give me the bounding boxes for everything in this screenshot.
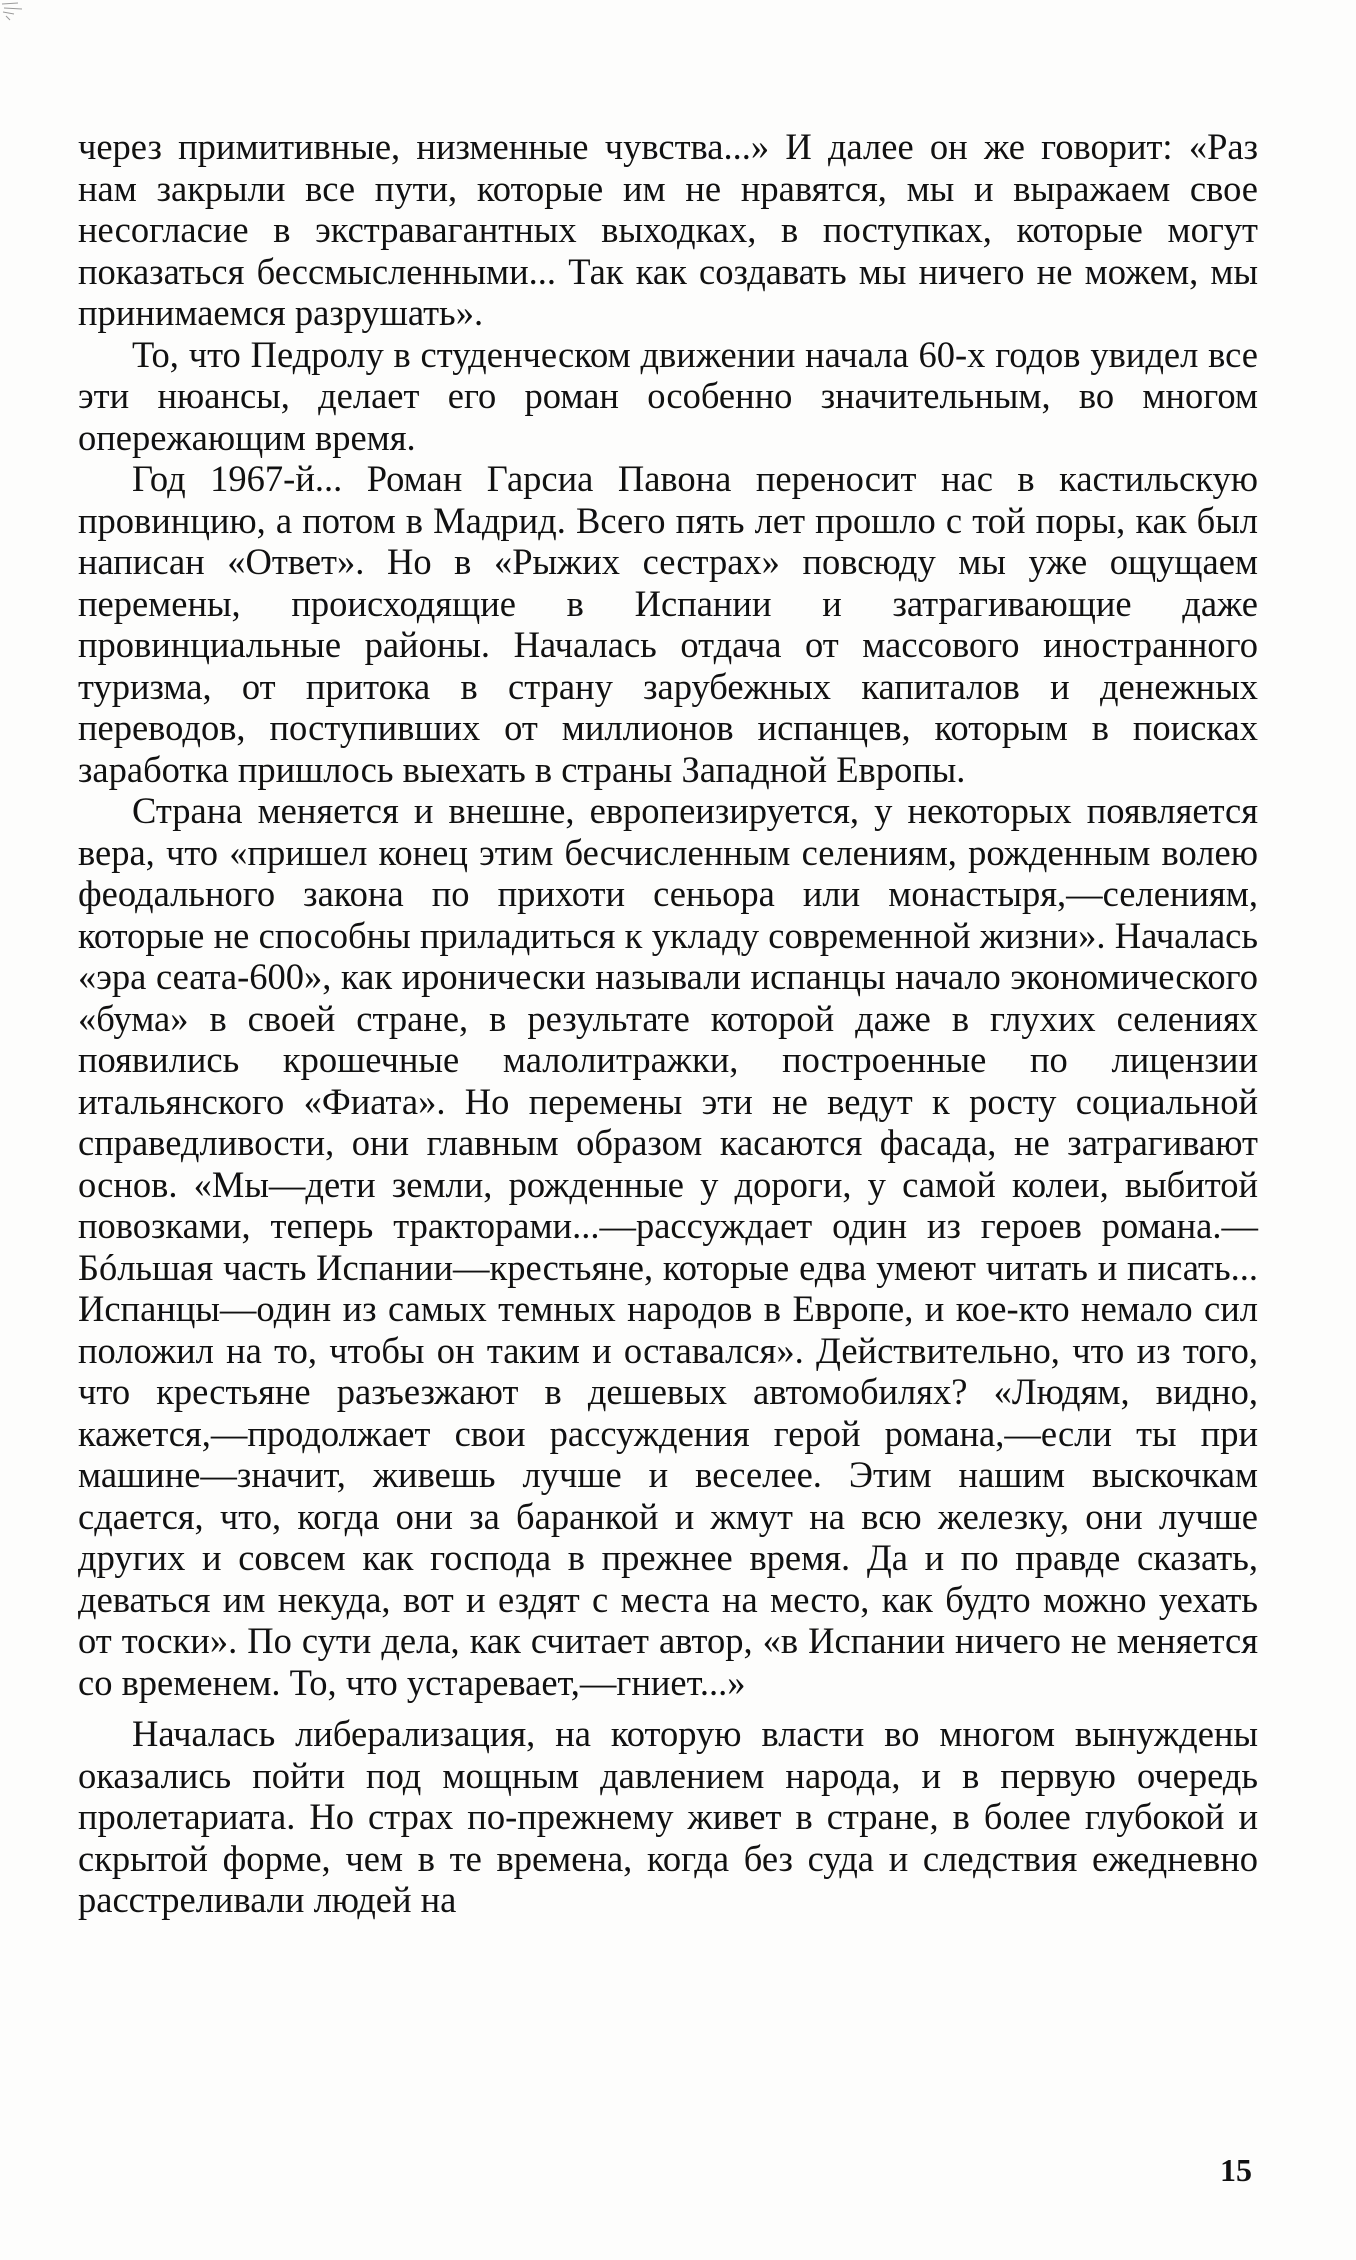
paragraph-5: Началась либерализация, на которую власти во многом вынуждены оказались пойти под мощным давлением народа, и в первую очередь пролетариата. Но страх по-прежнему живет в стране, в более глубокой и скрытой форме, чем в те времена, когда без суда и следствия ежедневно расстреливали людей на — [78, 1713, 1258, 1920]
paragraph-2: То, что Педролу в студенческом движении начала 60-х годов увидел все эти нюансы, делает его роман особенно значительным, во многом опережающим время. — [78, 333, 1258, 458]
paragraph-4: Страна меняется и внешне, европеизируется, у некоторых появляется вера, что «пришел конец этим бесчисленным селениям, рожденным волею феодального закона по прихоти сеньора или монастыря,—селениям, которые не способны приладиться к укладу современной жизни». Началась «эра сеата-600», как иронически называли испанцы начало экономического «бума» в своей стране, в результате которой даже в глухих селениях появились крошечные малолитражки, построенные по лицензии итальянского «Фиата». Но перемены эти не ведут к росту социальной справедливости, они главным образом касаются фасада, не затрагивают основ. «Мы—дети земли, рожденные у дороги, у самой колеи, выбитой повозками, теперь тракторами...—рассуждает один из героев романа.—Бóльшая часть Испании—крестьяне, которые едва умеют читать и писать... Испанцы—один из самых темных народов в Европе, и кое-кто немало сил положил на то, чтобы он таким и оставался». Действительно, что из того, что крестьяне разъезжают в дешевых автомобилях? «Людям, видно, кажется,—продолжает свои рассуждения герой романа,—если ты при машине—значит, живешь лучше и веселее. Этим нашим выскочкам сдается, что, когда они за баранкой и жмут на всю железку, они лучше других и совсем как господа в прежнее время. Да и по правде сказать, деваться им некуда, вот и ездят с места на место, как будто можно уехать от тоски». По сути дела, как считает автор, «в Испании ничего не меняется со временем. То, что устаревает,—гниет...» — [78, 790, 1258, 1703]
page-number: 15 — [1220, 2152, 1252, 2188]
paragraph-3: Год 1967-й... Роман Гарсиа Павона переносит нас в кастильскую провинцию, а потом в Мадрид. Всего пять лет прошло с той поры, как был написан «Ответ». Но в «Рыжих сестрах» повсюду мы уже ощущаем перемены, происходящие в Испании и затрагивающие даже провинциальные районы. Началась отдача от массового иностранного туризма, от притока в страну зарубежных капиталов и денежных переводов, поступивших от миллионов испанцев, которым в поисках заработка пришлось выехать в страны Западной Европы. — [78, 458, 1258, 790]
scan-corner-mark — [0, 0, 40, 40]
paragraph-1: через примитивные, низменные чувства...» И далее он же говорит: «Раз нам закрыли все пути, которые им не нравятся, мы и выражаем свое несогласие в экстравагантных выходках, в поступках, которые могут показаться бессмысленными... Так как создавать мы ничего не можем, мы принимаемся разрушать». — [78, 126, 1258, 333]
body-text — [78, 126, 1258, 1921]
